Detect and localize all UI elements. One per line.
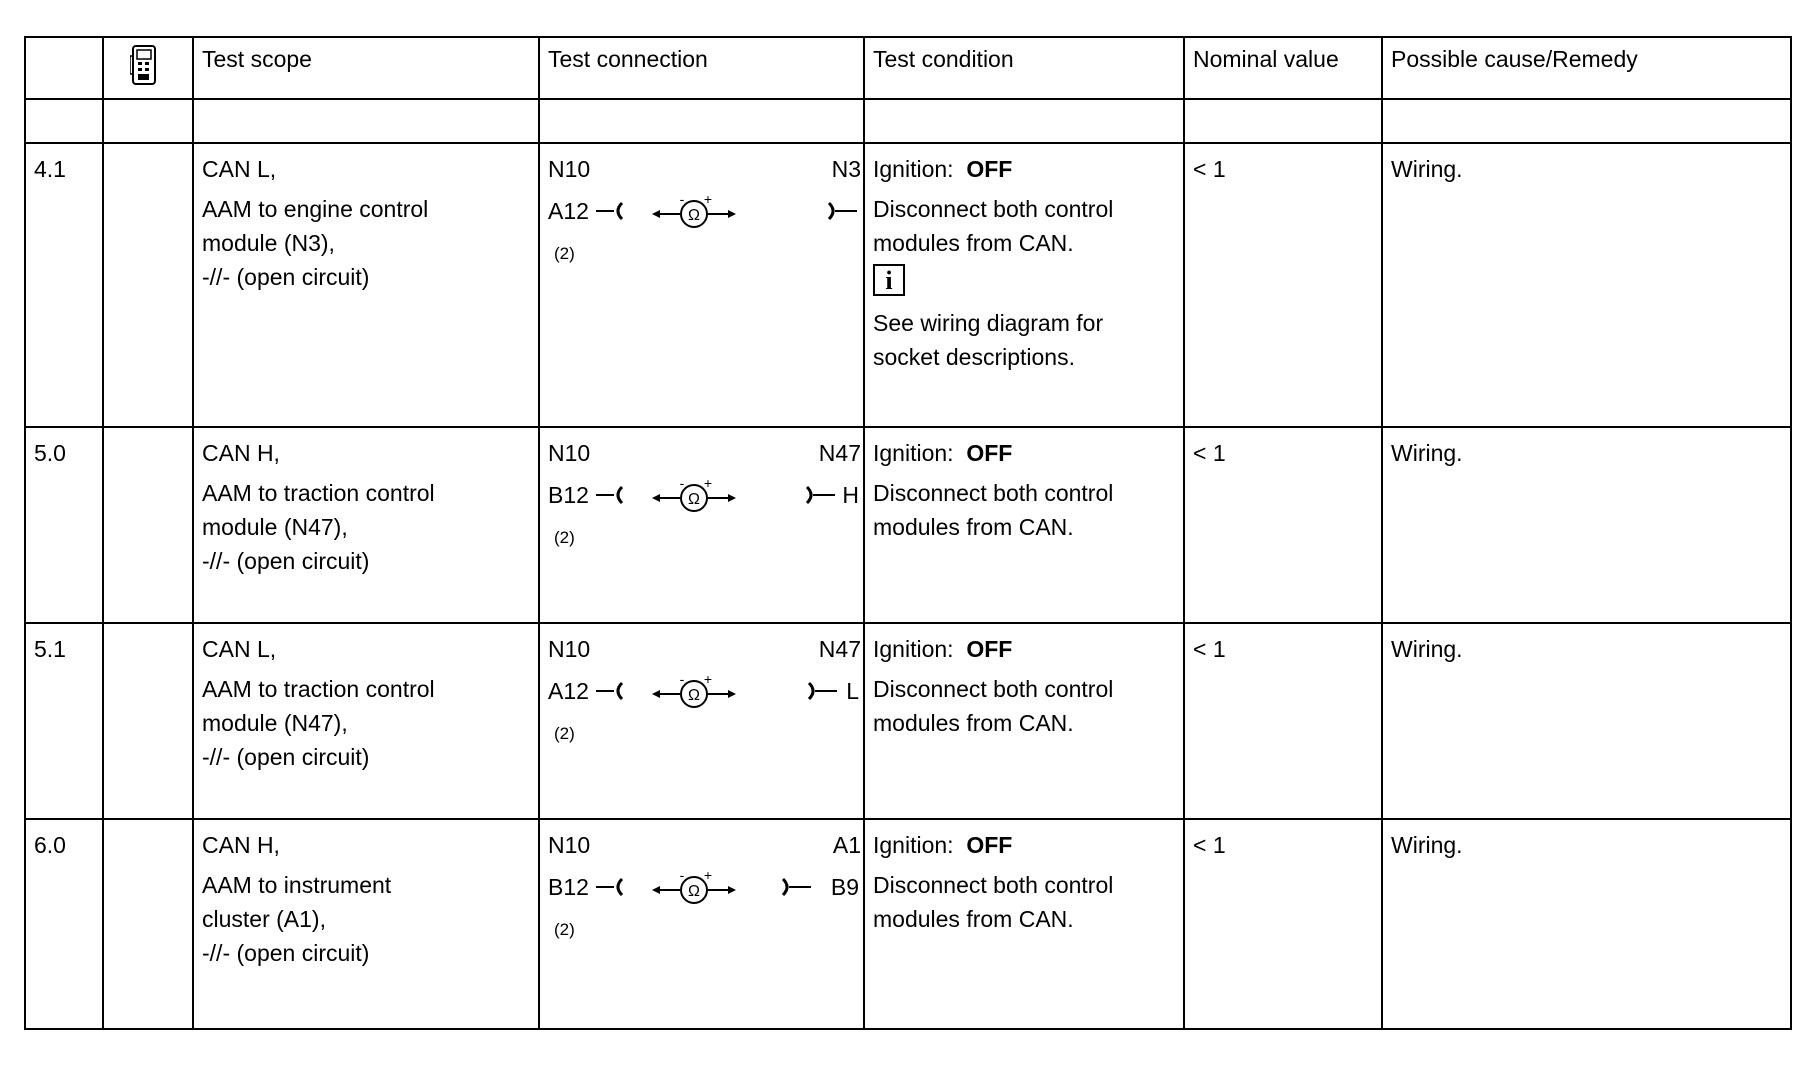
ignition-value: OFF [966, 440, 1013, 466]
ohmmeter-icon [650, 478, 746, 514]
nominal-value: < 1 [1193, 832, 1226, 858]
ignition-label: Ignition: [873, 832, 954, 858]
test-scope-line: module (N47), [202, 710, 348, 736]
ignition-label: Ignition: [873, 636, 954, 662]
svg-text:Ω: Ω [688, 207, 700, 224]
pin-from: A12 [548, 678, 589, 704]
header-row [25, 37, 1791, 99]
ignition-condition [873, 632, 1177, 666]
plug-right-icon [805, 680, 839, 702]
tester-cell [103, 143, 193, 427]
svg-text:-: - [679, 870, 685, 883]
ohmmeter-icon [650, 870, 746, 906]
header-test-condition: Test condition [864, 37, 1184, 99]
step-number-cell [25, 623, 103, 819]
condition-line: modules from CAN. [873, 514, 1074, 540]
test-scope-line: module (N47), [202, 514, 348, 540]
remedy-cell [1382, 143, 1791, 427]
step-number: 5.1 [34, 636, 66, 662]
header-step [25, 37, 103, 99]
test-scope-line: CAN H, [202, 832, 280, 858]
table-row [25, 819, 1791, 1029]
connector-to: N3 [831, 156, 861, 182]
step-number: 6.0 [34, 832, 66, 858]
test-scope-line: AAM to engine control [202, 196, 429, 222]
header-test-connection: Test connection [539, 37, 864, 99]
connector-from: N10 [548, 832, 591, 858]
plug-left-icon [596, 680, 628, 702]
test-scope-line: AAM to traction control [202, 480, 435, 506]
step-number-cell [25, 143, 103, 427]
info-icon: i [873, 264, 905, 296]
table-row [25, 623, 1791, 819]
connector-to: N47 [818, 636, 861, 662]
socket-note: (2) [554, 724, 575, 743]
nominal-value-cell [1184, 623, 1382, 819]
test-connection-cell [539, 143, 864, 427]
remedy-cell [1382, 819, 1791, 1029]
plug-left-icon [596, 876, 628, 898]
test-scope-cell [193, 427, 539, 623]
step-number-cell [25, 819, 103, 1029]
nominal-value-cell [1184, 819, 1382, 1029]
test-scope-line: cluster (A1), [202, 906, 326, 932]
pin-to: B9 [830, 874, 859, 900]
socket-note: (2) [554, 244, 575, 263]
ohmmeter-icon [650, 194, 746, 230]
test-scope-line: -//- (open circuit) [202, 744, 370, 770]
pin-to: H [842, 482, 859, 508]
nominal-value: < 1 [1193, 440, 1226, 466]
header-nominal-value: Nominal value [1184, 37, 1382, 99]
test-scope-line: module (N3), [202, 230, 335, 256]
nominal-value-cell [1184, 143, 1382, 427]
test-scope-line: CAN H, [202, 440, 280, 466]
test-condition-cell [864, 623, 1184, 819]
ignition-condition [873, 828, 1177, 862]
svg-text:+: + [703, 194, 713, 207]
connector-to: A1 [832, 832, 861, 858]
plug-left-icon [596, 200, 628, 222]
ignition-value: OFF [966, 156, 1013, 182]
step-number: 4.1 [34, 156, 66, 182]
svg-text:-: - [679, 478, 685, 491]
header-test-scope: Test scope [193, 37, 539, 99]
test-condition-cell [864, 819, 1184, 1029]
plug-left-icon [596, 484, 628, 506]
test-scope-line: -//- (open circuit) [202, 548, 370, 574]
test-connection-cell [539, 819, 864, 1029]
tester-cell [103, 623, 193, 819]
test-scope-line: CAN L, [202, 156, 277, 182]
condition-line: modules from CAN. [873, 230, 1074, 256]
socket-note: (2) [554, 528, 575, 547]
tester-device-icon [130, 44, 160, 88]
remedy-cell [1382, 427, 1791, 623]
plug-right-icon [803, 484, 837, 506]
table-row [25, 427, 1791, 623]
test-connection-cell [539, 623, 864, 819]
test-connection-cell [539, 427, 864, 623]
condition-line: Disconnect both control [873, 196, 1114, 222]
ignition-label: Ignition: [873, 156, 954, 182]
header-tester-cell [103, 37, 193, 99]
svg-text:Ω: Ω [688, 883, 700, 900]
nominal-value: < 1 [1193, 636, 1226, 662]
condition-line: Disconnect both control [873, 676, 1114, 702]
test-scope-cell [193, 623, 539, 819]
test-scope-line: -//- (open circuit) [202, 264, 370, 290]
svg-text:Ω: Ω [688, 687, 700, 704]
pin-from: B12 [548, 482, 589, 508]
test-scope-line: -//- (open circuit) [202, 940, 370, 966]
remedy-text: Wiring. [1391, 636, 1463, 662]
ignition-condition [873, 436, 1177, 470]
connector-from: N10 [548, 156, 591, 182]
test-scope-line: AAM to instrument [202, 872, 392, 898]
pin-from: B12 [548, 874, 589, 900]
test-condition-cell [864, 143, 1184, 427]
nominal-value: < 1 [1193, 156, 1226, 182]
pin-to: L [846, 678, 859, 704]
remedy-text: Wiring. [1391, 832, 1463, 858]
tester-cell [103, 427, 193, 623]
connector-from: N10 [548, 636, 591, 662]
svg-text:+: + [703, 674, 713, 687]
ohmmeter-icon [650, 674, 746, 710]
test-scope-cell [193, 819, 539, 1029]
remedy-cell [1382, 623, 1791, 819]
svg-text:-: - [679, 194, 685, 207]
test-scope-cell [193, 143, 539, 427]
connector-from: N10 [548, 440, 591, 466]
pin-from: A12 [548, 198, 589, 224]
svg-text:+: + [703, 870, 713, 883]
condition-line: Disconnect both control [873, 480, 1114, 506]
table-row [25, 143, 1791, 427]
nominal-value-cell [1184, 427, 1382, 623]
svg-text:Ω: Ω [688, 491, 700, 508]
connector-to: N47 [818, 440, 861, 466]
svg-text:-: - [679, 674, 685, 687]
socket-note: (2) [554, 920, 575, 939]
test-table [24, 36, 1792, 1030]
header-possible-cause: Possible cause/Remedy [1382, 37, 1791, 99]
condition-line: modules from CAN. [873, 906, 1074, 932]
test-scope-line: CAN L, [202, 636, 277, 662]
remedy-text: Wiring. [1391, 440, 1463, 466]
remedy-text: Wiring. [1391, 156, 1463, 182]
plug-right-icon [825, 200, 859, 222]
info-note-line: socket descriptions. [873, 344, 1075, 370]
ignition-value: OFF [966, 636, 1013, 662]
condition-line: modules from CAN. [873, 710, 1074, 736]
step-number-cell [25, 427, 103, 623]
ignition-condition [873, 152, 1177, 186]
plug-right-icon [779, 876, 813, 898]
svg-text:+: + [703, 478, 713, 491]
ignition-value: OFF [966, 832, 1013, 858]
spacer-row [25, 99, 1791, 143]
test-scope-line: AAM to traction control [202, 676, 435, 702]
info-note-line: See wiring diagram for [873, 310, 1104, 336]
test-condition-cell [864, 427, 1184, 623]
step-number: 5.0 [34, 440, 66, 466]
ignition-label: Ignition: [873, 440, 954, 466]
tester-cell [103, 819, 193, 1029]
condition-line: Disconnect both control [873, 872, 1114, 898]
